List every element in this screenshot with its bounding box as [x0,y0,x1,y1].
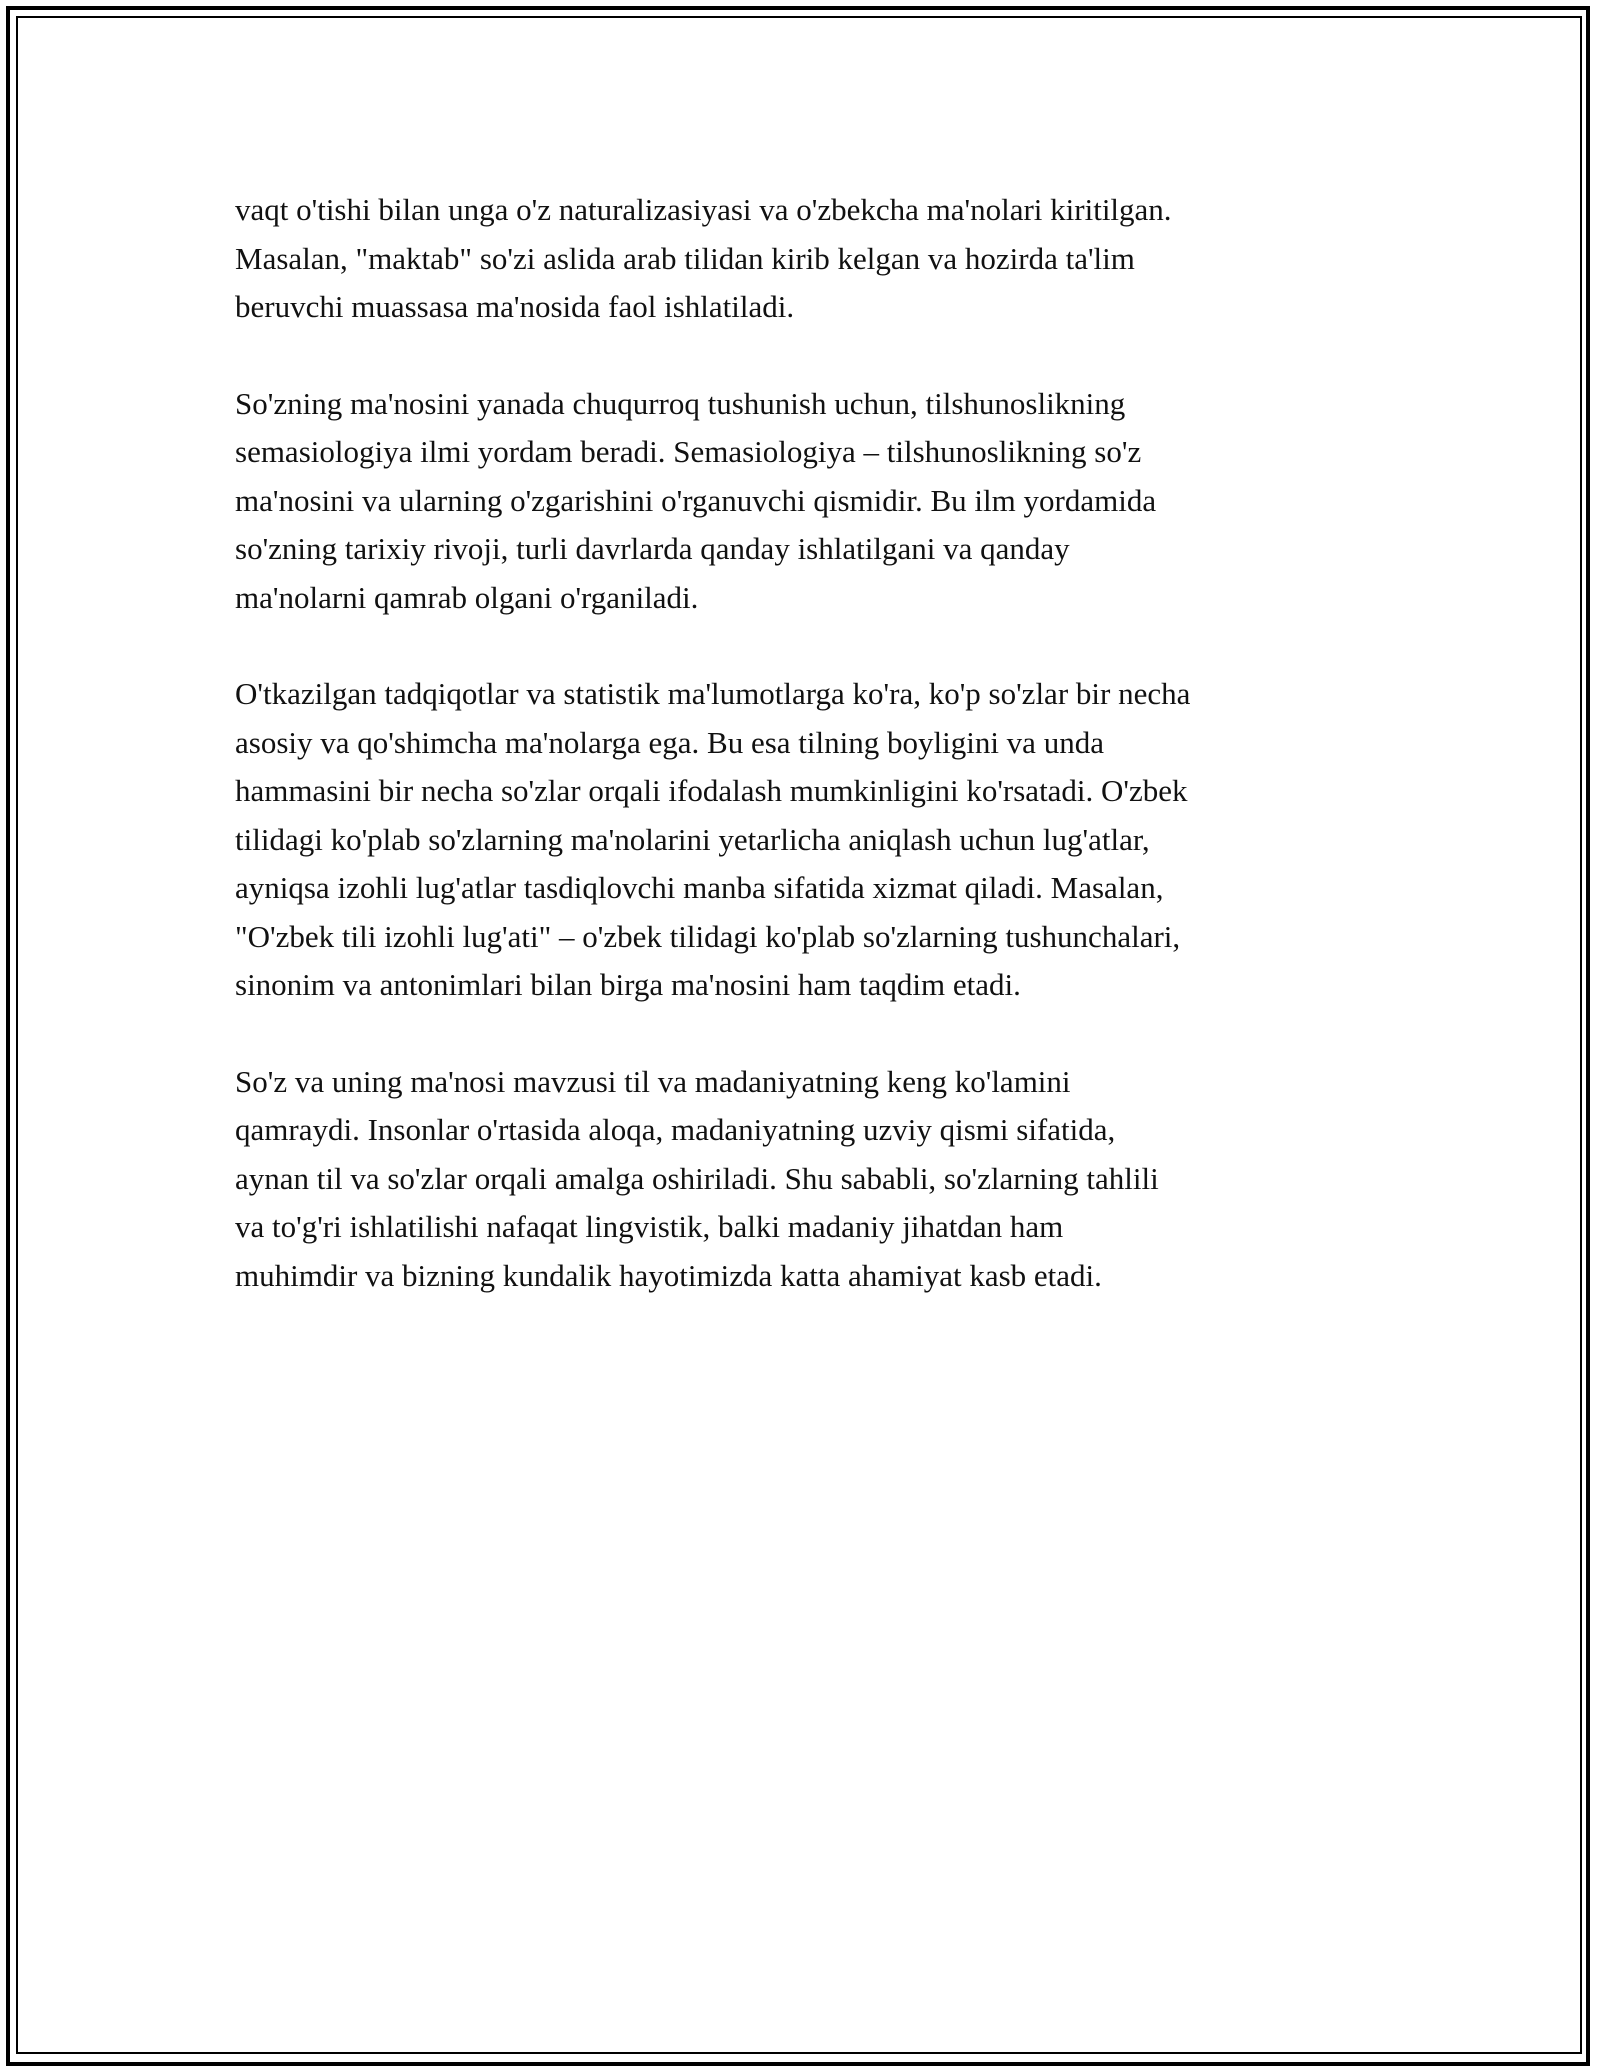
text-line: va to'g'ri ishlatilishi nafaqat lingvistik, balki madaniy jihatdan ham [235,1209,1064,1244]
text-line: beruvchi muassasa ma'nosida faol ishlatiladi. [235,289,795,324]
text-line: so'zning tarixiy rivoji, turli davrlarda qanday ishlatilgani va qanday [235,531,1070,566]
text-line: vaqt o'tishi bilan unga o'z naturalizasiyasi va o'zbekcha ma'nolari kiritilgan. [235,192,1172,227]
text-line: semasiologiya ilmi yordam beradi. Semasiologiya – tilshunoslikning so'z [235,434,1142,469]
text-line: So'z va uning ma'nosi mavzusi til va madaniyatning keng ko'lamini [235,1063,1071,1099]
text-line: So'zning ma'nosini yanada chuqurroq tushunish uchun, tilshunoslikning [235,385,1126,421]
text-line: ma'nolarni qamrab olgani o'rganiladi. [235,579,699,615]
text-line: asosiy va qo'shimcha ma'nolarga ega. Bu esa tilning boyligini va unda [235,724,1104,760]
text-line: "O'zbek tili izohli lug'ati" – o'zbek tilidagi ko'plab so'zlarning tushunchalari, [235,918,1181,954]
text-line: O'tkazilgan tadqiqotlar va statistik ma'lumotlarga ko'ra, ko'p so'zlar bir necha [235,676,1191,711]
paragraph-1 [235,186,1375,332]
paragraph-2 [235,380,1375,623]
text-line: tilidagi ko'plab so'zlarning ma'nolarini yetarlicha aniqlash uchun lug'atlar, [235,821,1150,857]
text-line: ma'nosini va ularning o'zgarishini o'rganuvchi qismidir. Bu ilm yordamida [235,482,1157,518]
text-line: hammasini bir necha so'zlar orqali ifodalash mumkinligini ko'rsatadi. O'zbek [235,773,1188,808]
text-line: Masalan, "maktab" so'zi aslida arab tilidan kirib kelgan va hozirda ta'lim [235,240,1135,276]
paragraph-3 [235,670,1375,1010]
text-line: muhimdir va bizning kundalik hayotimizda katta ahamiyat kasb etadi. [235,1257,1102,1293]
text-line: ayniqsa izohli lug'atlar tasdiqlovchi manba sifatida xizmat qiladi. Masalan, [235,870,1164,905]
text-line: aynan til va so'zlar orqali amalga oshiriladi. Shu sababli, so'zlarning tahlili [235,1160,1159,1196]
document-body [235,186,1375,1348]
text-line: sinonim va antonimlari bilan birga ma'nosini ham taqdim etadi. [235,967,1021,1002]
text-line: qamraydi. Insonlar o'rtasida aloqa, madaniyatning uzviy qismi sifatida, [235,1112,1116,1147]
paragraph-4 [235,1058,1375,1301]
